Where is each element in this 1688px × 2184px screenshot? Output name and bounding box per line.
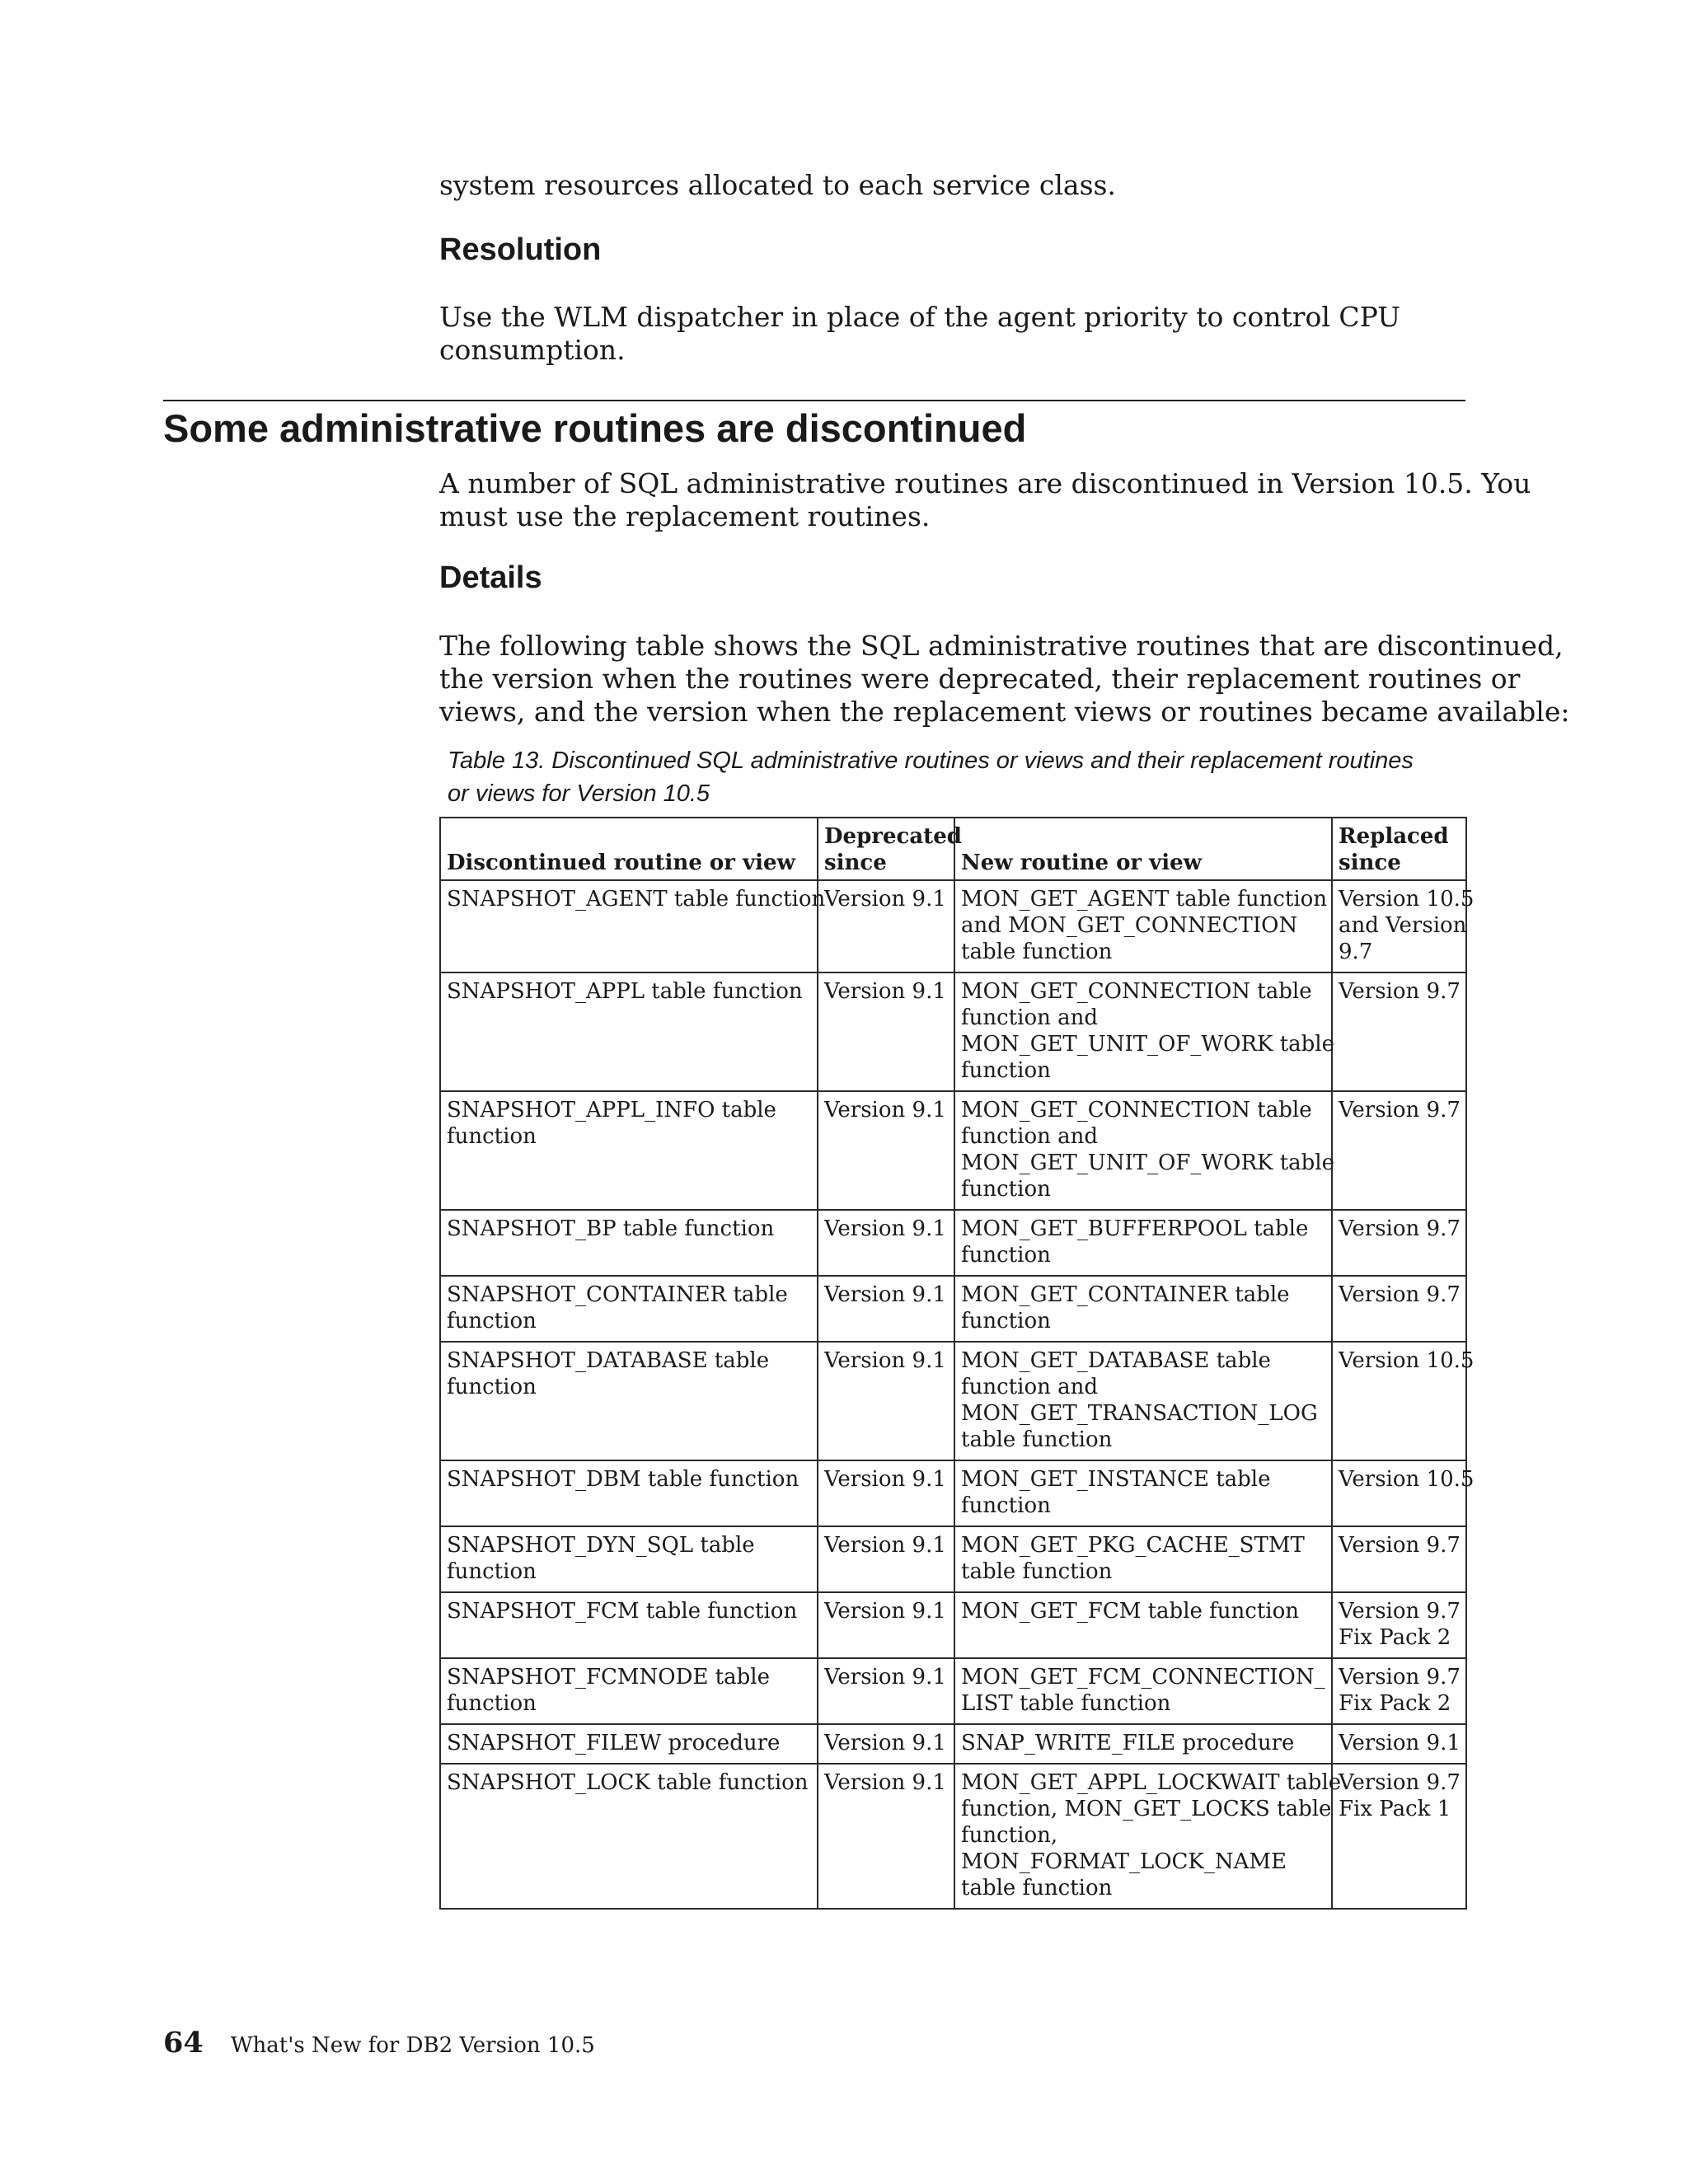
- cell-text: Version 9.1: [824, 1467, 946, 1492]
- table-caption: [448, 744, 1414, 810]
- cell-replaced-since: [1332, 1658, 1466, 1724]
- cell-text: table function: [961, 940, 1113, 964]
- cell-text: MON_GET_CONNECTION table: [961, 1098, 1312, 1122]
- cell-replaced-since: [1332, 1276, 1466, 1342]
- cell-replaced-since: [1332, 1526, 1466, 1592]
- cell-deprecated-since: [818, 1276, 954, 1342]
- cell-text: MON_GET_AGENT table function: [961, 887, 1328, 912]
- table-caption-line: Table 13. Discontinued SQL administrative routines or views and their replacement routines: [448, 748, 1414, 774]
- page-number: 64: [163, 2026, 204, 2060]
- cell-new-routine: [954, 1592, 1332, 1658]
- cell-text: function: [447, 1375, 537, 1399]
- cell-text: MON_GET_BUFFERPOOL table: [961, 1216, 1309, 1241]
- cell-text: 9.7: [1339, 940, 1373, 964]
- cell-text: and Version: [1339, 913, 1467, 938]
- resolution-line: Use the WLM dispatcher in place of the agent priority to control CPU: [439, 301, 1401, 333]
- intro-paragraph: [439, 169, 1470, 202]
- cell-text: table function: [961, 1559, 1113, 1584]
- cell-new-routine: [954, 1764, 1342, 1909]
- cell-text: SNAPSHOT_DYN_SQL table: [447, 1533, 755, 1558]
- cell-replaced-since: [1332, 1724, 1466, 1764]
- details-line: the version when the routines were deprecated, their replacement routines or: [439, 663, 1521, 695]
- cell-deprecated-since: [818, 1460, 954, 1526]
- cell-text: MON_GET_INSTANCE table: [961, 1467, 1271, 1492]
- cell-text: Fix Pack 2: [1339, 1625, 1451, 1650]
- column-header-replaced-since: [1332, 818, 1466, 880]
- cell-text: function: [447, 1559, 537, 1584]
- cell-text: SNAPSHOT_DBM table function: [447, 1467, 799, 1492]
- intro-line: system resources allocated to each service class.: [439, 169, 1116, 201]
- cell-text: MON_GET_UNIT_OF_WORK table: [961, 1151, 1335, 1175]
- cell-text: SNAPSHOT_LOCK table function: [447, 1770, 809, 1795]
- cell-text: MON_GET_UNIT_OF_WORK table: [961, 1032, 1335, 1057]
- cell-discontinued: [440, 1764, 818, 1909]
- cell-discontinued: [440, 1276, 818, 1342]
- table-header-row: [440, 818, 1466, 880]
- cell-discontinued: [440, 1526, 818, 1592]
- table-row: [440, 1592, 1466, 1658]
- cell-deprecated-since: [818, 1091, 954, 1210]
- cell-text: function: [961, 1309, 1051, 1333]
- cell-text: function, MON_GET_LOCKS table: [961, 1797, 1332, 1821]
- cell-deprecated-since: [818, 1658, 954, 1724]
- table-row: [440, 972, 1466, 1091]
- cell-text: Version 9.7: [1339, 1665, 1461, 1690]
- cell-deprecated-since: [818, 880, 954, 972]
- cell-text: function: [961, 1243, 1051, 1268]
- cell-text: function: [447, 1309, 537, 1333]
- table-row: [440, 1658, 1466, 1724]
- cell-text: Version 9.1: [824, 1665, 946, 1690]
- cell-deprecated-since: [818, 1724, 954, 1764]
- cell-text: MON_GET_CONTAINER table: [961, 1282, 1290, 1307]
- cell-new-routine: [954, 1210, 1332, 1276]
- cell-text: SNAPSHOT_CONTAINER table: [447, 1282, 788, 1307]
- cell-discontinued: [440, 972, 818, 1091]
- cell-new-routine: [954, 1460, 1332, 1526]
- cell-text: Version 9.1: [1339, 1731, 1461, 1755]
- cell-text: SNAPSHOT_BP table function: [447, 1216, 775, 1241]
- cell-discontinued: [440, 1091, 818, 1210]
- cell-text: Version 10.5: [1339, 1467, 1475, 1492]
- cell-discontinued: [440, 1658, 818, 1724]
- cell-text: Version 9.1: [824, 1282, 946, 1307]
- cell-discontinued: [440, 1210, 818, 1276]
- cell-text: MON_FORMAT_LOCK_NAME: [961, 1849, 1287, 1874]
- page-footer: [163, 2026, 595, 2060]
- column-header-text: since: [1339, 851, 1401, 875]
- cell-discontinued: [440, 1724, 818, 1764]
- cell-replaced-since: [1332, 880, 1475, 972]
- table-caption-line: or views for Version 10.5: [448, 780, 710, 807]
- section-divider: [163, 400, 1465, 401]
- table-row: [440, 1526, 1466, 1592]
- cell-text: SNAP_WRITE_FILE procedure: [961, 1731, 1295, 1755]
- cell-text: Fix Pack 2: [1339, 1691, 1451, 1716]
- cell-text: function and: [961, 1005, 1098, 1030]
- cell-new-routine: [954, 1658, 1332, 1724]
- cell-deprecated-since: [818, 1526, 954, 1592]
- cell-text: MON_GET_APPL_LOCKWAIT table: [961, 1770, 1342, 1795]
- cell-text: Version 9.1: [824, 1098, 946, 1122]
- cell-new-routine: [954, 1091, 1335, 1210]
- cell-text: Version 9.7: [1339, 1216, 1461, 1241]
- cell-text: function: [447, 1124, 537, 1149]
- cell-deprecated-since: [818, 972, 954, 1091]
- column-header-text: Replaced: [1339, 824, 1449, 849]
- cell-text: LIST table function: [961, 1691, 1171, 1716]
- column-header-deprecated-since: [818, 818, 962, 880]
- cell-text: Version 9.1: [824, 1770, 946, 1795]
- cell-text: SNAPSHOT_DATABASE table: [447, 1348, 770, 1373]
- table-row: [440, 880, 1466, 972]
- cell-discontinued: [440, 1342, 818, 1460]
- details-line: The following table shows the SQL administrative routines that are discontinued,: [439, 630, 1564, 662]
- cell-replaced-since: [1332, 1342, 1475, 1460]
- column-header-new-routine: [954, 818, 1332, 880]
- cell-deprecated-since: [818, 1764, 954, 1909]
- column-header-discontinued: [440, 818, 818, 880]
- cell-text: SNAPSHOT_APPL table function: [447, 979, 803, 1004]
- cell-text: Version 9.1: [824, 1348, 946, 1373]
- cell-new-routine: [954, 972, 1335, 1091]
- cell-replaced-since: [1332, 1210, 1466, 1276]
- cell-text: MON_GET_CONNECTION table: [961, 979, 1312, 1004]
- cell-deprecated-since: [818, 1592, 954, 1658]
- cell-new-routine: [954, 1276, 1332, 1342]
- cell-new-routine: [954, 880, 1332, 972]
- cell-text: function: [961, 1058, 1051, 1083]
- details-paragraph: [439, 630, 1570, 729]
- cell-text: MON_GET_FCM table function: [961, 1599, 1299, 1624]
- table-row: [440, 1091, 1466, 1210]
- cell-text: Version 9.1: [824, 887, 946, 912]
- cell-text: MON_GET_DATABASE table: [961, 1348, 1271, 1373]
- cell-text: Version 9.1: [824, 1533, 946, 1558]
- cell-discontinued: [440, 1592, 818, 1658]
- discontinued-routines-table: [439, 817, 1475, 1910]
- details-line: views, and the version when the replacement views or routines became available:: [439, 696, 1570, 728]
- resolution-paragraph: [439, 301, 1470, 367]
- cell-text: function: [961, 1493, 1051, 1518]
- cell-text: SNAPSHOT_FILEW procedure: [447, 1731, 781, 1755]
- column-header-text: Deprecated: [824, 824, 962, 849]
- table-body: [440, 880, 1475, 1909]
- cell-text: Version 9.7: [1339, 1599, 1461, 1624]
- details-heading: Details: [439, 560, 542, 595]
- section-title: Some administrative routines are discontinued: [163, 406, 1027, 450]
- table-row: [440, 1764, 1466, 1909]
- column-header-text: Discontinued routine or view: [447, 851, 795, 875]
- book-title: What's New for DB2 Version 10.5: [230, 2033, 595, 2058]
- cell-discontinued: [440, 880, 826, 972]
- cell-text: Version 10.5: [1339, 1348, 1475, 1373]
- cell-new-routine: [954, 1724, 1332, 1764]
- cell-text: MON_GET_TRANSACTION_LOG: [961, 1401, 1318, 1426]
- cell-text: function,: [961, 1823, 1058, 1848]
- resolution-line: consumption.: [439, 334, 626, 366]
- column-header-text: New routine or view: [961, 851, 1203, 875]
- cell-text: Version 9.1: [824, 1731, 946, 1755]
- cell-text: Version 9.1: [824, 1216, 946, 1241]
- table-row: [440, 1342, 1466, 1460]
- cell-deprecated-since: [818, 1342, 954, 1460]
- cell-new-routine: [954, 1526, 1332, 1592]
- cell-replaced-since: [1332, 972, 1466, 1091]
- cell-text: Version 9.7: [1339, 1098, 1461, 1122]
- cell-text: Version 9.7: [1339, 979, 1461, 1004]
- section-intro-line: must use the replacement routines.: [439, 500, 931, 532]
- cell-new-routine: [954, 1342, 1332, 1460]
- cell-replaced-since: [1332, 1460, 1475, 1526]
- cell-text: function: [447, 1691, 537, 1716]
- cell-text: Version 9.7: [1339, 1770, 1461, 1795]
- resolution-heading: Resolution: [439, 232, 602, 267]
- section-intro-line: A number of SQL administrative routines are discontinued in Version 10.5. You: [439, 467, 1531, 499]
- cell-text: table function: [961, 1876, 1113, 1900]
- cell-text: MON_GET_FCM_CONNECTION_: [961, 1665, 1325, 1690]
- cell-deprecated-since: [818, 1210, 954, 1276]
- cell-text: Version 9.7: [1339, 1533, 1461, 1558]
- table-row: [440, 1276, 1466, 1342]
- cell-text: SNAPSHOT_FCMNODE table: [447, 1665, 770, 1690]
- cell-replaced-since: [1332, 1091, 1466, 1210]
- cell-text: SNAPSHOT_APPL_INFO table: [447, 1098, 776, 1122]
- cell-text: table function: [961, 1427, 1113, 1452]
- cell-text: MON_GET_PKG_CACHE_STMT: [961, 1533, 1305, 1558]
- cell-text: Fix Pack 1: [1339, 1797, 1451, 1821]
- cell-text: Version 9.1: [824, 979, 946, 1004]
- cell-replaced-since: [1332, 1764, 1466, 1909]
- cell-discontinued: [440, 1460, 818, 1526]
- table-row: [440, 1460, 1466, 1526]
- cell-text: Version 10.5: [1339, 887, 1475, 912]
- cell-text: Version 9.1: [824, 1599, 946, 1624]
- section-intro-paragraph: [439, 467, 1531, 533]
- column-header-text: since: [824, 851, 887, 875]
- cell-text: SNAPSHOT_FCM table function: [447, 1599, 798, 1624]
- cell-text: SNAPSHOT_AGENT table function: [447, 887, 826, 912]
- cell-text: Version 9.7: [1339, 1282, 1461, 1307]
- cell-text: and MON_GET_CONNECTION: [961, 913, 1298, 938]
- table-row: [440, 1724, 1466, 1764]
- table-row: [440, 1210, 1466, 1276]
- cell-text: function and: [961, 1124, 1098, 1149]
- cell-replaced-since: [1332, 1592, 1466, 1658]
- cell-text: function and: [961, 1375, 1098, 1399]
- cell-text: function: [961, 1177, 1051, 1202]
